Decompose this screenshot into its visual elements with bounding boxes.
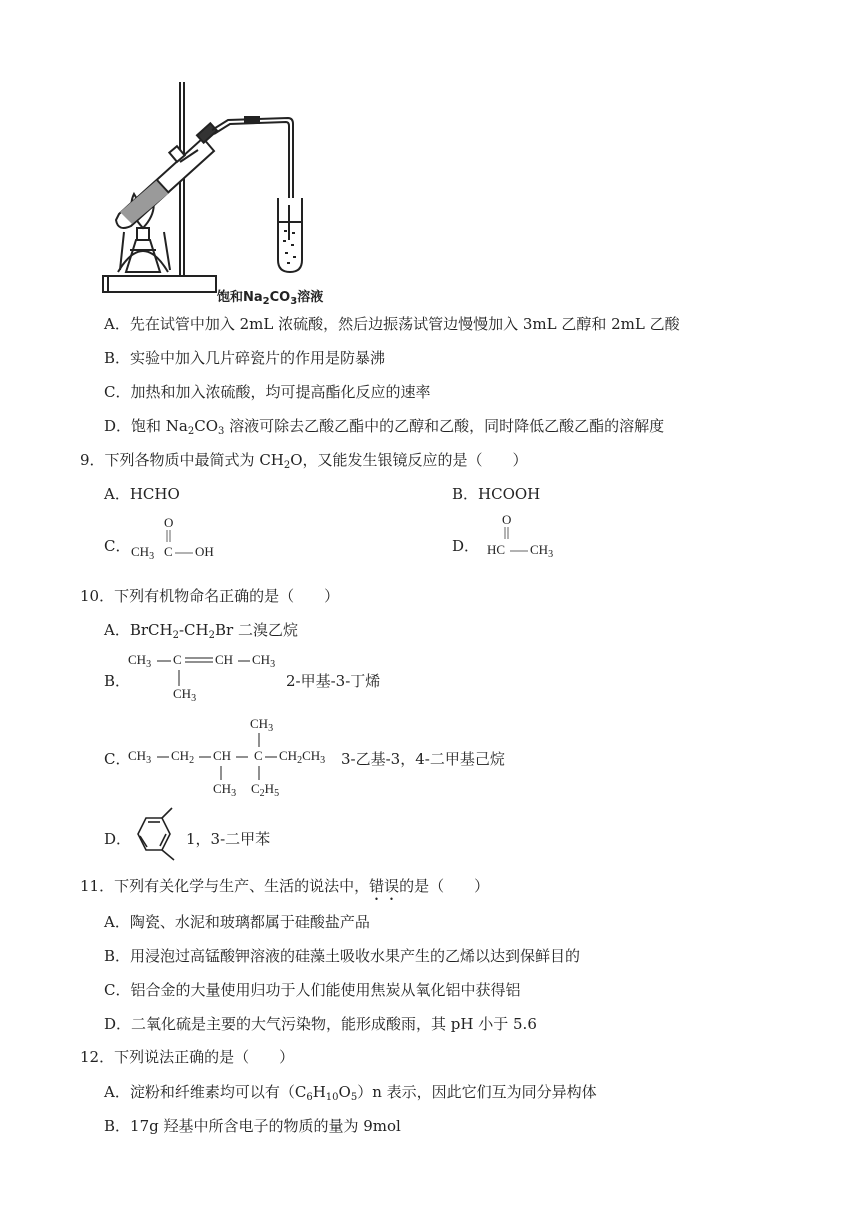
sub: 2 (189, 755, 195, 766)
q9-option-a: A．HCHO (104, 485, 180, 503)
q10-option-c-label: C． (104, 750, 131, 768)
text: CH (279, 748, 298, 763)
q9-option-c-label: C． (104, 537, 131, 555)
q11-option-c: C．铝合金的大量使用归功于人们能使用焦炭从氧化铝中获得铝 (104, 981, 521, 999)
text: Br 二溴乙烷 (214, 621, 298, 639)
caption-sub: 2 (262, 296, 270, 307)
q8-option-b: B．实验中加入几片碎瓷片的作用是防暴沸 (104, 349, 386, 367)
single-bond (236, 756, 250, 760)
text: CH (252, 652, 271, 667)
group-ch: CH (215, 652, 234, 667)
sub: 3 (231, 788, 237, 799)
text: O，又能发生银镜反应的是（ ） (290, 451, 528, 469)
group-ch2ch3 (279, 748, 325, 764)
q8-option-d (104, 416, 664, 436)
q8-option-c: C．加热和加入浓硫酸，均可提高酯化反应的速率 (104, 383, 431, 401)
sub: 2 (283, 460, 291, 471)
q10-option-b-label: B． (104, 672, 131, 690)
group-ch3 (252, 652, 275, 668)
q10-option-c-name: 3-乙基-3，4-二甲基己烷 (341, 750, 505, 768)
text: CH (173, 686, 192, 701)
text: ）n 表示，因此它们互为同分异构体 (357, 1083, 597, 1101)
sub: 2 (259, 788, 265, 799)
text: 9．下列各物质中最简式为 CH (80, 451, 284, 469)
sub: 2 (297, 755, 303, 766)
caption-text: 溶液 (297, 290, 324, 305)
single-bond (265, 756, 279, 760)
text: CH (128, 652, 147, 667)
text: A．淀粉和纤维素均可以有（C (104, 1083, 307, 1101)
sub: 6 (306, 1092, 313, 1103)
q10-option-a (104, 620, 298, 640)
q9-stem (80, 450, 528, 470)
single-bond (510, 550, 530, 554)
text: O (338, 1083, 351, 1101)
caption-text: CO (269, 290, 291, 305)
group-oh: OH (195, 544, 214, 559)
single-bond (238, 660, 252, 664)
text: -CH (178, 621, 209, 639)
single-bond-vertical (258, 733, 262, 749)
atom-o: O (502, 512, 512, 527)
text: H (264, 781, 275, 796)
sub: 2 (208, 630, 215, 641)
sub: 3 (191, 693, 197, 704)
single-bond (199, 756, 213, 760)
sub: 5 (350, 1092, 358, 1103)
formula-left (131, 544, 154, 560)
group-ch: CH (213, 748, 232, 763)
atom-c: C (173, 652, 182, 667)
text: 11．下列有关化学与生产、生活的说法中， (80, 877, 370, 895)
atom-c: C (254, 748, 263, 763)
sub: 2 (172, 630, 179, 641)
single-bond (157, 660, 173, 664)
text: CO (194, 417, 219, 435)
group-ch3 (128, 748, 151, 764)
double-bond (185, 657, 215, 665)
text: D．饱和 Na (104, 417, 188, 435)
text: CH (213, 781, 232, 796)
sub: 3 (146, 755, 152, 766)
q12-stem: 12．下列说法正确的是（ ） (80, 1048, 295, 1066)
sub: 3 (268, 723, 274, 734)
caption-text: 饱和Na (217, 290, 263, 305)
q9-option-d-label: D． (452, 537, 480, 555)
q9-option-b: B．HCOOH (452, 485, 541, 503)
group-c2h5 (251, 781, 279, 797)
esterification-apparatus-figure (0, 0, 860, 310)
sub: 3 (270, 659, 276, 670)
text: C (251, 781, 260, 796)
text: 溶液可除去乙酸乙酯中的乙醇和乙酸，同时降低乙酸乙酯的溶解度 (224, 417, 665, 435)
atom-o: O (164, 515, 174, 530)
q12-option-b: B．17g 羟基中所含电子的物质的量为 9mol (104, 1117, 401, 1135)
atom-c: C (164, 544, 173, 559)
m-xylene-structure (126, 806, 186, 866)
text: CH (171, 748, 190, 763)
group-ch3-bottom (213, 781, 236, 797)
q12-option-a (104, 1082, 597, 1102)
single-bond (157, 756, 171, 760)
q10-option-d-label: D． (104, 830, 132, 848)
text: CH (530, 542, 549, 557)
single-bond (175, 552, 195, 556)
text: CH (131, 544, 150, 559)
group-ch3 (173, 686, 196, 702)
q8-option-a: A．先在试管中加入 2mL 浓硫酸，然后边振荡试管边慢慢加入 3mL 乙醇和 2mL 乙酸 (104, 315, 680, 333)
single-bond-vertical (258, 766, 262, 782)
sub: 3 (320, 755, 326, 766)
caption-sub: 3 (290, 296, 298, 307)
q10-option-d-name: 1，3-二甲苯 (186, 830, 271, 848)
group-ch3 (128, 652, 151, 668)
group-ch3-top (250, 716, 273, 732)
text: A．BrCH (104, 621, 173, 639)
sub: 10 (325, 1092, 339, 1103)
figure-caption (217, 288, 323, 308)
group-ch3 (530, 542, 553, 558)
sub: 3 (149, 551, 155, 562)
text: 的是（ ） (399, 877, 490, 895)
q10-stem: 10．下列有机物命名正确的是（ ） (80, 587, 340, 605)
sub: 2 (187, 426, 195, 437)
q11-option-b: B．用浸泡过高锰酸钾溶液的硅藻土吸收水果产生的乙烯以达到保鲜目的 (104, 947, 581, 965)
sub: 3 (548, 549, 554, 560)
q11-option-a: A．陶瓷、水泥和玻璃都属于硅酸盐产品 (104, 913, 370, 931)
text: H (312, 1083, 326, 1101)
double-bond (164, 530, 174, 544)
text: CH (302, 748, 321, 763)
text: CH (250, 716, 269, 731)
q10-option-b-name: 2-甲基-3-丁烯 (286, 672, 381, 690)
group-hc: HC (487, 542, 506, 557)
double-bond (502, 527, 512, 541)
sub: 5 (274, 788, 280, 799)
q11-option-d: D．二氧化硫是主要的大气污染物，能形成酸雨，其 pH 小于 5.6 (104, 1015, 537, 1033)
group-ch2 (171, 748, 194, 764)
single-bond-vertical (220, 766, 224, 782)
sub: 3 (146, 659, 152, 670)
q11-stem (80, 876, 489, 904)
emphasized-text: 错误 (369, 877, 400, 895)
sub: 3 (218, 426, 225, 437)
text: CH (128, 748, 147, 763)
